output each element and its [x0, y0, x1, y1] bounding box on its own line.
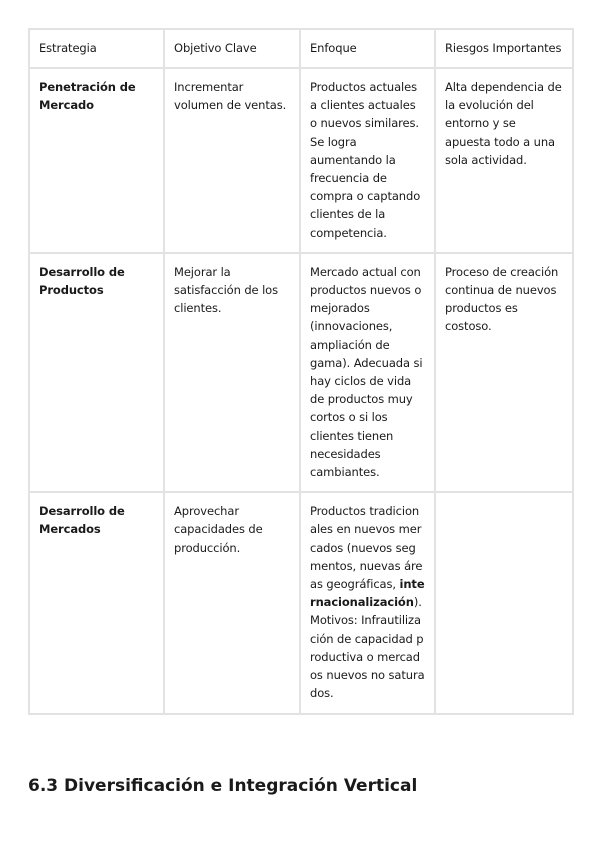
cell-enfoque: Productos actuales a clientes actuales o nuevos similares. Se logra aumentando la frecuencia de compra o captando clientes de la competencia. [300, 68, 435, 253]
table-row [29, 253, 573, 492]
cell-riesgos [435, 492, 573, 713]
table-row [29, 492, 573, 713]
strategy-table [28, 28, 574, 715]
cell-enfoque [300, 492, 435, 713]
cell-estrategia: Desarrollo de Productos [29, 253, 164, 492]
enfoque-text-bold: internacionalización [310, 577, 425, 610]
cell-objetivo: Aprovechar capacidades de producción. [164, 492, 300, 713]
table-header-row [29, 29, 573, 68]
header-enfoque: Enfoque [300, 29, 435, 68]
cell-estrategia: Desarrollo de Mercados [29, 492, 164, 713]
section-heading: 6.3 Diversificación e Integración Vertical [28, 776, 418, 796]
header-objetivo-clave: Objetivo Clave [164, 29, 300, 68]
header-riesgos-importantes: Riesgos Importantes [435, 29, 573, 68]
enfoque-text-after: ). Motivos: Infrautilización de capacidad productiva o mercados nuevos no saturados. [310, 595, 425, 701]
table-row [29, 68, 573, 253]
header-estrategia: Estrategia [29, 29, 164, 68]
cell-objetivo: Mejorar la satisfacción de los clientes. [164, 253, 300, 492]
cell-estrategia: Penetración de Mercado [29, 68, 164, 253]
cell-enfoque: Mercado actual con productos nuevos o mejorados (innovaciones, ampliación de gama). Adecuada si hay ciclos de vida de productos muy cortos o si los clientes tienen necesidades cambiantes. [300, 253, 435, 492]
enfoque-text-before: Productos tradicionales en nuevos mercados (nuevos segmentos, nuevas áreas geográficas, [310, 504, 423, 592]
cell-objetivo: Incrementar volumen de ventas. [164, 68, 300, 253]
cell-riesgos: Proceso de creación continua de nuevos productos es costoso. [435, 253, 573, 492]
cell-riesgos: Alta dependencia de la evolución del entorno y se apuesta todo a una sola actividad. [435, 68, 573, 253]
